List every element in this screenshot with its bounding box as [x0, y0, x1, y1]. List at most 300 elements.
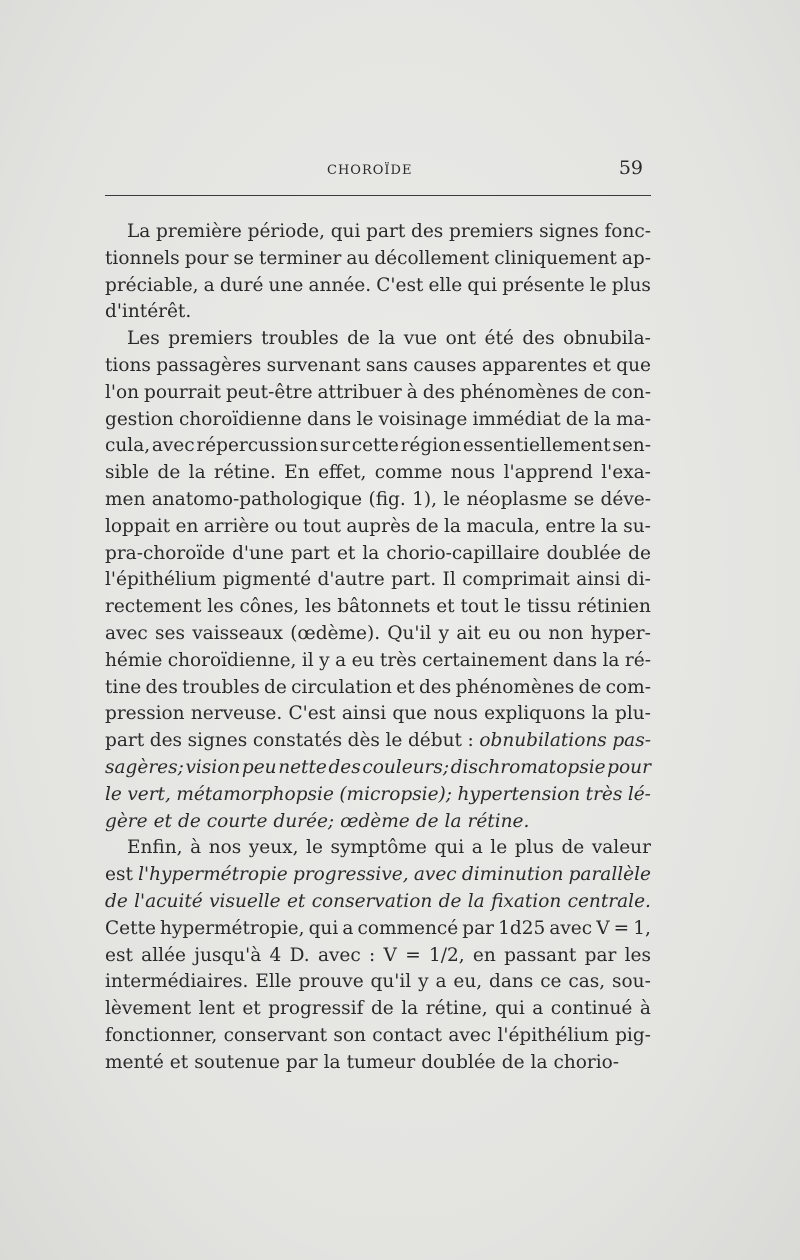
word: néoplasme — [466, 488, 568, 510]
word: su- — [623, 515, 651, 537]
word: tissu — [526, 596, 572, 618]
page-number: 59 — [618, 157, 643, 179]
word: à — [190, 837, 202, 859]
text-line — [105, 969, 651, 996]
word: la — [467, 890, 485, 912]
word: période, — [247, 221, 325, 242]
word: attribuer — [317, 381, 402, 403]
word: Il — [442, 569, 456, 591]
word: pas- — [612, 730, 651, 752]
word: des — [422, 381, 455, 403]
word: choroïdienne, — [167, 649, 297, 671]
word: hémie — [105, 649, 163, 671]
word: fonc- — [604, 221, 651, 242]
word: plus — [611, 274, 651, 296]
word: plu- — [614, 703, 651, 725]
word: pig- — [615, 1024, 651, 1046]
word: effet, — [318, 462, 367, 484]
word: obnubila- — [563, 328, 651, 350]
word: (fig. — [368, 488, 406, 510]
word: par — [584, 944, 617, 966]
text-line — [105, 246, 651, 273]
word: au — [346, 247, 370, 269]
word: nette — [278, 756, 327, 778]
word: C'est — [376, 274, 424, 296]
word: préciable, — [105, 274, 199, 296]
word: dans — [306, 408, 352, 430]
word: des — [522, 328, 555, 350]
word: soutenue — [194, 1051, 280, 1073]
word: les — [305, 596, 332, 618]
word: constatés — [252, 730, 343, 752]
text-line — [105, 380, 651, 407]
word: a — [342, 917, 354, 939]
word: sans — [365, 354, 408, 376]
word: ainsi — [576, 569, 621, 591]
word: de — [415, 515, 439, 537]
word: nerveuse. — [190, 703, 283, 725]
word: qui — [467, 274, 498, 296]
word: a — [203, 274, 215, 296]
word: présente — [502, 274, 585, 296]
word: La — [127, 221, 151, 242]
word: le — [306, 837, 323, 859]
word: de — [628, 542, 651, 564]
word: ont — [445, 328, 477, 350]
word: pour — [184, 247, 229, 269]
word: dans — [489, 971, 534, 993]
word: l'épithélium — [497, 1024, 609, 1046]
text-line — [105, 835, 651, 862]
word: la — [591, 703, 609, 725]
text-line — [105, 648, 651, 675]
word: de — [415, 810, 439, 832]
word: fonctionner, — [105, 1024, 218, 1046]
word: survenant — [266, 354, 361, 376]
word: et — [286, 890, 306, 912]
word: durée; — [273, 810, 335, 832]
word: rétine. — [214, 462, 276, 484]
word: symptôme — [330, 837, 427, 859]
word: tout — [460, 596, 499, 618]
word: la — [444, 810, 462, 832]
word: tionnels — [105, 247, 180, 269]
word: rétinien — [577, 596, 651, 618]
word: signes — [539, 221, 599, 242]
word: année. — [308, 274, 372, 296]
word: premiers — [168, 328, 253, 350]
word: gestion — [105, 408, 174, 430]
word: rétine, — [425, 998, 488, 1020]
text-line — [105, 889, 651, 916]
word: en — [175, 515, 199, 537]
word: conservation — [311, 890, 433, 912]
word: 1/2, — [428, 944, 465, 966]
word: que — [616, 354, 651, 376]
word: Cette — [105, 917, 156, 939]
text-line — [105, 514, 651, 541]
word: couleurs; — [362, 756, 450, 778]
word: passagères — [156, 354, 262, 376]
word: les — [207, 596, 234, 618]
word: commencé — [357, 917, 459, 939]
word: de — [438, 890, 462, 912]
word: peu — [241, 756, 277, 778]
word: les — [624, 944, 651, 966]
paragraph — [105, 835, 651, 1076]
word: doublée — [421, 1051, 496, 1073]
word: que — [392, 703, 428, 725]
word: qui — [495, 998, 525, 1020]
running-title: CHOROÏDE — [327, 163, 413, 178]
word: comprimait — [462, 569, 570, 591]
word: de — [561, 837, 585, 859]
word: de — [157, 462, 181, 484]
word: des — [145, 676, 178, 698]
text-line — [105, 353, 651, 380]
word: le — [490, 837, 508, 859]
word: avec — [317, 944, 361, 966]
word: avec — [105, 622, 148, 644]
word: : — [467, 730, 474, 752]
word: di- — [626, 569, 651, 591]
word: le — [105, 783, 122, 805]
word: progressif — [268, 998, 364, 1020]
body-text — [105, 219, 651, 1077]
word: la — [593, 408, 611, 430]
word: et — [592, 354, 611, 376]
word: a — [471, 837, 483, 859]
word: yeux, — [248, 837, 299, 859]
word: choroïdienne — [178, 408, 302, 430]
word: hypertension — [457, 783, 581, 805]
word: tumeur — [346, 1051, 416, 1073]
word: cliniquement — [494, 247, 617, 269]
word: et — [242, 998, 261, 1020]
word: arrière — [203, 515, 270, 537]
word: première — [156, 221, 242, 242]
word: le — [356, 408, 374, 430]
word: part — [366, 221, 406, 242]
word: essentiellement — [462, 435, 611, 457]
word: pour — [607, 756, 651, 778]
word: de — [583, 381, 607, 403]
word: jusqu'à — [194, 944, 262, 966]
word: de — [565, 408, 589, 430]
word: part — [105, 730, 145, 752]
word: cônes, — [239, 596, 300, 618]
word: et — [169, 1051, 189, 1073]
word: terminer — [258, 247, 342, 269]
word: l'hypermétropie — [138, 864, 288, 886]
word: entre — [545, 515, 596, 537]
word: l'épithélium — [105, 569, 217, 591]
word: loppait — [105, 515, 171, 537]
word: début — [407, 730, 462, 752]
word: D. — [289, 944, 310, 966]
word: passant — [504, 944, 577, 966]
word: vaisseaux — [192, 622, 283, 644]
word: non — [548, 622, 584, 644]
paragraph — [105, 219, 651, 326]
word: troubles — [261, 328, 339, 350]
word: lé- — [627, 783, 651, 805]
word: plus — [514, 837, 554, 859]
word: con- — [611, 381, 651, 403]
word: 1), — [412, 488, 437, 510]
word: en — [472, 944, 496, 966]
word: à — [406, 381, 418, 403]
word: de — [105, 890, 128, 912]
word: le — [385, 730, 403, 752]
text-line — [105, 701, 651, 728]
word: cette — [351, 435, 399, 457]
word: dès — [347, 730, 380, 752]
word: qui — [434, 837, 465, 859]
word: lent — [198, 998, 235, 1020]
word: vue — [403, 328, 438, 350]
word: 4 — [269, 944, 282, 966]
word: des — [410, 221, 444, 242]
word: la — [401, 998, 419, 1020]
word: hyper- — [590, 622, 651, 644]
page-header — [105, 157, 655, 187]
word: à — [639, 998, 651, 1020]
word: la — [378, 328, 396, 350]
word: l'acuité — [134, 890, 203, 912]
text-line — [105, 407, 651, 434]
word: = — [405, 944, 421, 966]
word: tions — [105, 354, 151, 376]
text-line — [105, 433, 651, 460]
word: des — [149, 730, 183, 752]
word: = — [613, 917, 630, 939]
word: pourrait — [144, 381, 221, 403]
word: (micropsie); — [339, 783, 452, 805]
word: il — [301, 649, 314, 671]
word: V — [596, 917, 610, 939]
word: menté — [105, 1051, 164, 1073]
word: ré- — [624, 649, 651, 671]
word: (œdème). — [290, 622, 381, 644]
word: contact — [372, 1024, 442, 1046]
word: l'exa- — [601, 462, 651, 484]
word: lèvement — [105, 998, 192, 1020]
word: et — [336, 542, 356, 564]
word: eu — [487, 622, 511, 644]
text-line — [105, 541, 651, 568]
word: le — [443, 488, 461, 510]
word: Elle — [255, 971, 292, 993]
word: obnubilations — [479, 730, 607, 752]
word: Enfin, — [127, 837, 183, 859]
word: elle — [428, 274, 463, 296]
word: et — [436, 596, 455, 618]
word: part — [290, 542, 330, 564]
text-line — [105, 567, 651, 594]
word: ou — [274, 515, 298, 537]
word: ou — [518, 622, 542, 644]
text-line — [105, 487, 651, 514]
word: la — [362, 542, 380, 564]
word: nous — [433, 703, 478, 725]
word: des — [418, 676, 452, 698]
word: sou- — [612, 971, 651, 993]
word: et — [153, 810, 172, 832]
word: la — [600, 515, 618, 537]
word: décollement — [374, 247, 490, 269]
word: prouve — [298, 971, 364, 993]
word: déve- — [600, 488, 651, 510]
word: répercussion — [196, 435, 319, 457]
text-line — [105, 996, 651, 1023]
word: conservant — [223, 1024, 328, 1046]
word: la — [602, 649, 620, 671]
word: l'on — [105, 381, 140, 403]
word: la — [443, 515, 461, 537]
word: En — [284, 462, 310, 484]
word: ainsi — [341, 703, 387, 725]
word: la — [530, 1051, 548, 1073]
text-line — [105, 728, 651, 755]
text-line — [105, 273, 651, 300]
word: le — [589, 274, 607, 296]
word: d'une — [232, 542, 284, 564]
word: dischromatopsie — [450, 756, 606, 778]
word: pression — [105, 703, 185, 725]
word: visuelle — [209, 890, 281, 912]
text-line — [105, 219, 651, 246]
word: bâtonnets — [337, 596, 431, 618]
word: avec — [448, 1024, 492, 1046]
word: phénomènes — [455, 676, 575, 698]
word: expliquons — [484, 703, 586, 725]
word: a — [435, 971, 447, 993]
word: valeur — [591, 837, 651, 859]
word: eu, — [453, 971, 483, 993]
word: la — [188, 462, 206, 484]
word: circulation — [291, 676, 392, 698]
word: y — [438, 622, 450, 644]
word: continué — [550, 998, 633, 1020]
word: parallèle — [568, 864, 651, 886]
word: y — [319, 649, 330, 671]
text-line — [105, 782, 651, 809]
word: diminution — [461, 864, 564, 886]
word: vision — [185, 756, 241, 778]
text-line — [105, 916, 651, 943]
word: causes — [413, 354, 477, 376]
word: duré — [219, 274, 264, 296]
word: a — [335, 649, 347, 671]
word: d'autre — [317, 569, 385, 591]
word: V — [383, 944, 397, 966]
text-line — [105, 1023, 651, 1050]
text-line — [105, 299, 651, 326]
word: avec — [151, 435, 195, 457]
word: a — [532, 998, 544, 1020]
word: ait — [456, 622, 481, 644]
text-line — [105, 594, 651, 621]
word: sagères; — [105, 756, 184, 778]
word: sible — [105, 462, 150, 484]
word: C'est — [288, 703, 336, 725]
word: men — [105, 488, 146, 510]
word: qu'il — [370, 971, 412, 993]
word: centrale. — [567, 890, 651, 912]
word: se — [233, 247, 254, 269]
paragraph — [105, 326, 651, 835]
text-line — [105, 326, 651, 353]
word: comme — [374, 462, 443, 484]
text-line — [105, 943, 651, 970]
word: de — [370, 998, 394, 1020]
word: pra-choroïde — [105, 542, 226, 564]
word: de — [347, 328, 370, 350]
word: des — [328, 756, 361, 778]
word: anatomo-pathologique — [151, 488, 363, 510]
word: ce — [540, 971, 562, 993]
word: intermédiaires. — [105, 971, 249, 993]
word: premiers — [449, 221, 534, 242]
word: hypermétropie, — [160, 917, 305, 939]
word: son — [333, 1024, 366, 1046]
word: été — [484, 328, 514, 350]
word: le — [504, 596, 522, 618]
word: chorio-capillaire — [386, 542, 540, 564]
word: tout — [303, 515, 341, 537]
word: l'apprend — [503, 462, 593, 484]
word: se — [573, 488, 595, 510]
word: sur — [319, 435, 350, 457]
word: est — [105, 864, 133, 886]
word: com- — [605, 676, 651, 698]
word: très — [379, 649, 417, 671]
word: cas, — [568, 971, 606, 993]
word: Qu'il — [387, 622, 432, 644]
word: progressive, — [292, 864, 409, 886]
word: rétine. — [467, 810, 530, 832]
word: par — [462, 917, 495, 939]
word: eu — [351, 649, 375, 671]
word: nos — [208, 837, 242, 859]
word: de — [177, 810, 201, 832]
text-line — [105, 621, 651, 648]
word: dans — [552, 649, 598, 671]
word: peut-être — [225, 381, 313, 403]
word: région — [400, 435, 462, 457]
word: avec — [549, 917, 593, 939]
text-line — [105, 862, 651, 889]
word: 1, — [633, 917, 651, 939]
word: tine — [105, 676, 142, 698]
word: pigmenté — [222, 569, 312, 591]
word: une — [268, 274, 304, 296]
word: Les — [127, 328, 160, 350]
word: très — [585, 783, 623, 805]
word: nous — [450, 462, 496, 484]
word: certainement — [422, 649, 548, 671]
word: ses — [155, 622, 185, 644]
word: : — [369, 944, 376, 966]
word: vert, — [127, 783, 171, 805]
word: rectement — [105, 596, 202, 618]
word: qui — [308, 917, 339, 939]
text-line — [105, 755, 651, 782]
word: part. — [391, 569, 437, 591]
word: signes — [187, 730, 248, 752]
word: ap- — [621, 247, 651, 269]
